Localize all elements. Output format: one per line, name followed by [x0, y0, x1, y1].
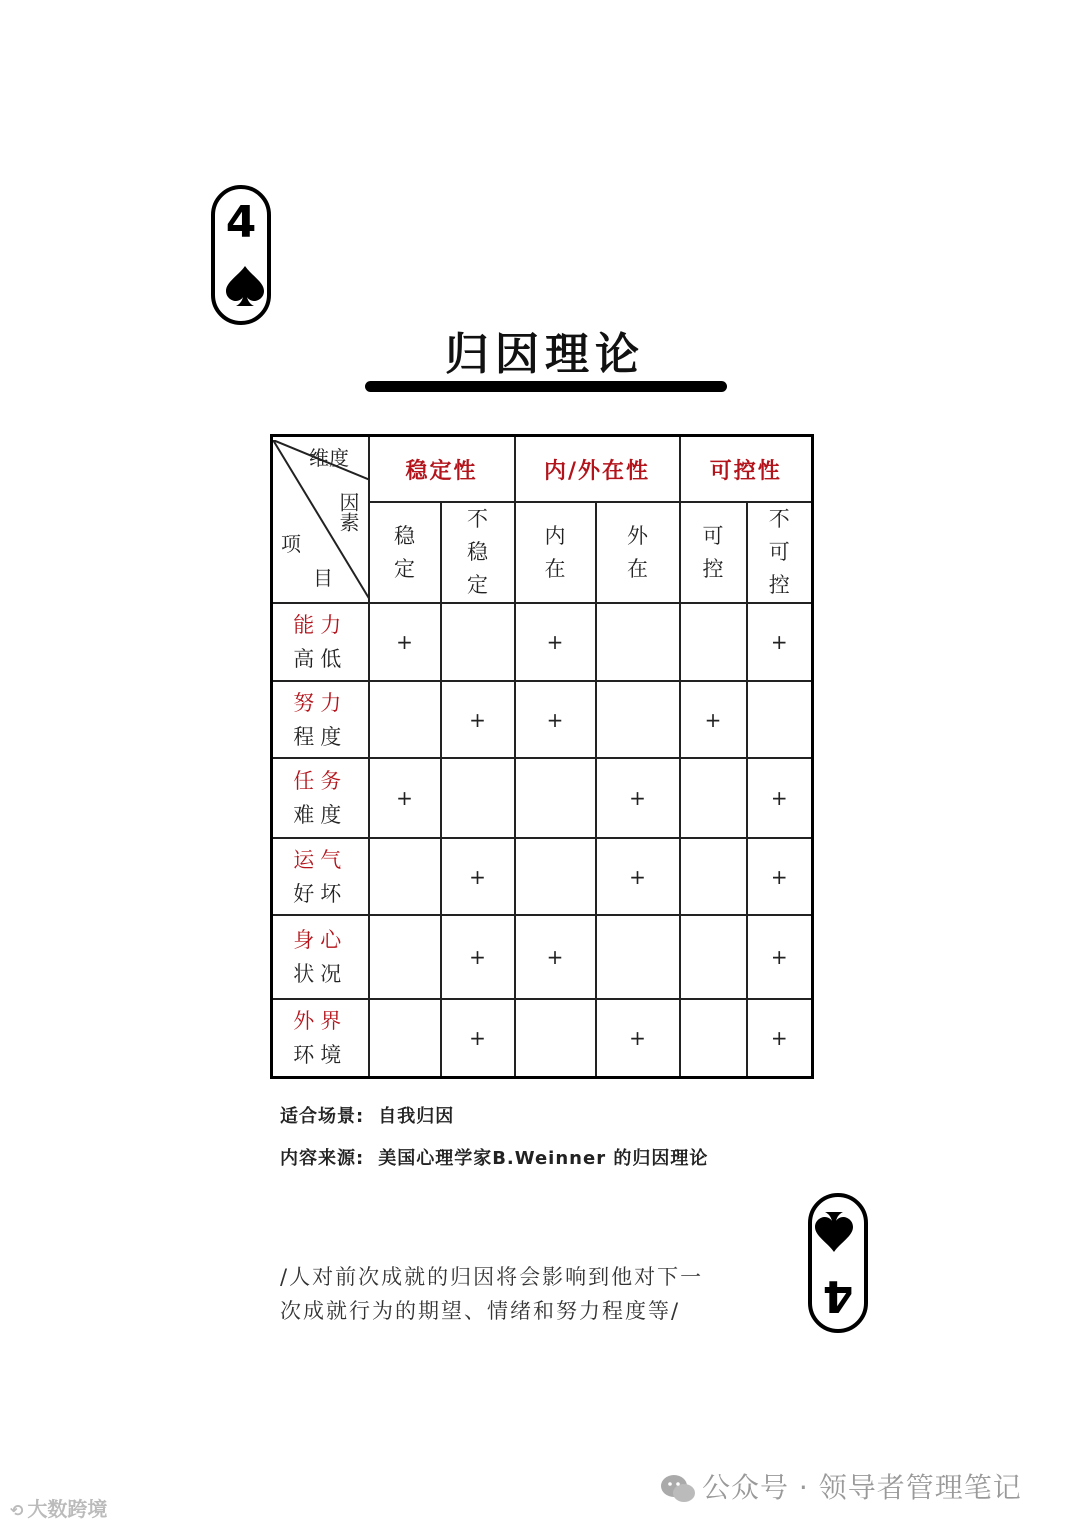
- table-cell: [680, 999, 747, 1077]
- table-cell: +: [747, 915, 813, 999]
- table-cell: +: [369, 758, 441, 838]
- attribution-table: [270, 434, 814, 1079]
- row-label-primary: 努力: [293, 690, 348, 715]
- table-cell: [747, 681, 813, 758]
- card-badge-bottom: [808, 1193, 868, 1333]
- table-cell: +: [441, 999, 515, 1077]
- table-cell: +: [515, 915, 596, 999]
- row-label-secondary: 环境: [293, 1042, 348, 1067]
- table-cell: [515, 999, 596, 1077]
- table-cell: +: [441, 681, 515, 758]
- meta-source-label: 内容来源:: [280, 1148, 365, 1169]
- watermark-wechat: [660, 1466, 1022, 1506]
- row-label-secondary: 状况: [293, 962, 348, 986]
- table-cell: [596, 681, 680, 758]
- quote-line-1: /人对前次成就的归因将会影响到他对下一: [280, 1265, 704, 1289]
- row-label: [272, 758, 369, 838]
- table-cell: [369, 838, 441, 915]
- table-cell: [369, 681, 441, 758]
- table-cell: +: [596, 838, 680, 915]
- table-row: [272, 758, 813, 838]
- table-cell: [369, 999, 441, 1077]
- quote-text: [280, 1260, 780, 1328]
- table-cell: +: [596, 999, 680, 1077]
- table-row: [272, 603, 813, 681]
- row-label-primary: 身心: [293, 928, 348, 952]
- page-title: 归因理论: [445, 329, 645, 380]
- row-label: [272, 838, 369, 915]
- table-cell: [680, 603, 747, 681]
- subheader-internal: 内 在: [515, 502, 596, 603]
- table-cell: [680, 915, 747, 999]
- meta-source: [280, 1144, 708, 1170]
- dimension-stability: 稳定性: [369, 436, 515, 503]
- watermark-left: [10, 1493, 107, 1522]
- table-row: [272, 915, 813, 999]
- table-cell: [515, 758, 596, 838]
- row-label-primary: 能力: [293, 613, 348, 637]
- corner-label-dimension: 维度: [309, 445, 349, 470]
- meta-scene-value: 自我归因: [378, 1106, 455, 1127]
- table-row: [272, 999, 813, 1077]
- subheader-stable: 稳 定: [369, 502, 441, 603]
- table-cell: +: [515, 681, 596, 758]
- table-cell: +: [441, 915, 515, 999]
- table-cell: +: [441, 838, 515, 915]
- wechat-icon: [660, 1474, 696, 1504]
- row-label-secondary: 程度: [293, 724, 348, 749]
- corner-cell: [272, 436, 369, 604]
- table-row: [272, 681, 813, 758]
- row-label-secondary: 难度: [293, 803, 348, 827]
- card-badge-top: [211, 185, 271, 325]
- subheader-unstable: 不 稳 定: [441, 502, 515, 603]
- row-label-primary: 外界: [293, 1008, 348, 1033]
- subheader-uncontrollable: 不 可 控: [747, 502, 813, 603]
- table-cell: +: [747, 758, 813, 838]
- table-cell: +: [747, 838, 813, 915]
- table-cell: +: [747, 999, 813, 1077]
- table-cell: +: [747, 603, 813, 681]
- meta-source-value: 美国心理学家B.Weinner 的归因理论: [378, 1148, 709, 1169]
- subheader-external: 外 在: [596, 502, 680, 603]
- row-label: [272, 681, 369, 758]
- meta-scene-label: 适合场景:: [280, 1106, 365, 1127]
- quote-line-2: 次成就行为的期望、情绪和努力程度等/: [280, 1299, 681, 1323]
- table-cell: +: [596, 758, 680, 838]
- table-cell: [596, 603, 680, 681]
- table-cell: [680, 758, 747, 838]
- spade-icon: [813, 1210, 855, 1254]
- meta-scene: [280, 1102, 454, 1128]
- corner-label-item-1: 项: [281, 531, 301, 556]
- dimension-controllability: 可控性: [680, 436, 813, 503]
- table-cell: [369, 915, 441, 999]
- row-label: [272, 603, 369, 681]
- table-row: [272, 838, 813, 915]
- table-cell: [680, 838, 747, 915]
- table-cell: +: [680, 681, 747, 758]
- row-label-secondary: 好坏: [293, 881, 348, 906]
- table-cell: +: [369, 603, 441, 681]
- watermark-left-text: 大数跨境: [27, 1497, 108, 1521]
- watermark-right-text: 公众号 · 领导者管理笔记: [702, 1471, 1022, 1504]
- spade-icon: [224, 264, 266, 308]
- logo-icon: ⟲: [10, 1501, 24, 1520]
- row-label: [272, 999, 369, 1077]
- table-cell: [596, 915, 680, 999]
- row-label-primary: 运气: [293, 847, 348, 872]
- corner-label-factor: 因素: [336, 491, 360, 532]
- row-label-primary: 任务: [293, 769, 348, 793]
- dimension-locus: 内/外在性: [515, 436, 680, 503]
- corner-label-item-2: 目: [313, 565, 333, 590]
- table-cell: [441, 603, 515, 681]
- title-underline: [365, 381, 727, 392]
- card-rank: 4: [225, 197, 257, 248]
- table-cell: +: [515, 603, 596, 681]
- subheader-controllable: 可 控: [680, 502, 747, 603]
- row-label: [272, 915, 369, 999]
- table-cell: [515, 838, 596, 915]
- row-label-secondary: 高低: [293, 647, 348, 671]
- table-cell: [441, 758, 515, 838]
- card-rank: 4: [822, 1270, 854, 1321]
